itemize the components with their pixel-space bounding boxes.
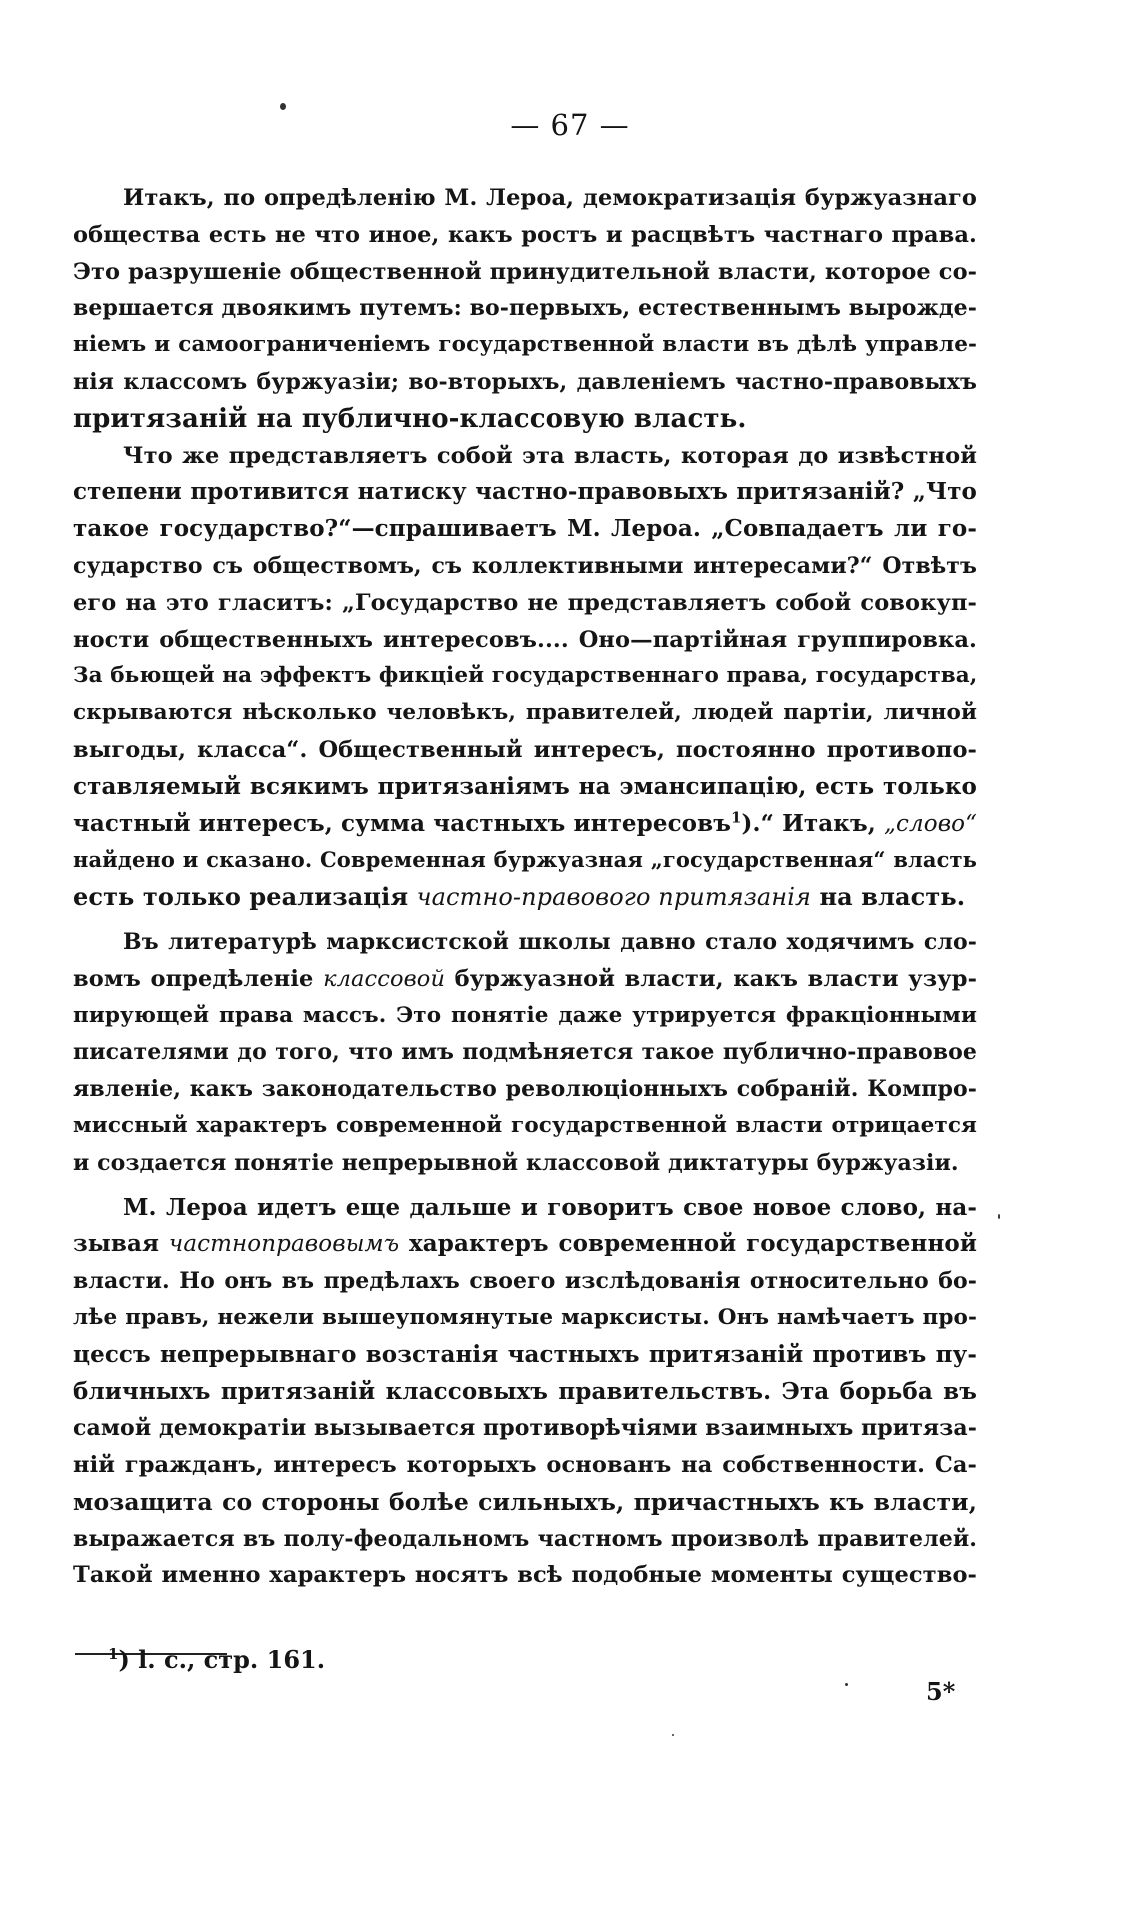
- text-line: ніемъ и самоограниченіемъ государственной власти въ дѣлѣ управле-: [73, 332, 977, 358]
- scan-speck: [998, 1214, 1000, 1219]
- paragraph-3: [73, 924, 977, 1182]
- text-line: притязаній на публично-классовую власть.: [73, 403, 747, 434]
- scan-speck: [672, 1734, 674, 1736]
- text-line: выражается въ полу-феодальномъ частномъ произволѣ правителей.: [73, 1525, 977, 1552]
- text-line: самой демократіи вызывается противорѣчіями взаимныхъ притяза-: [73, 1415, 978, 1442]
- paragraph-2: [73, 438, 977, 916]
- footnote: [108, 1640, 325, 1680]
- text-segment: характеръ современной государственной: [399, 1230, 978, 1258]
- text-line: найдено и сказано. Современная буржуазная „государственная“ власть: [73, 847, 977, 873]
- text-line: Въ литературѣ марксистской школы давно стало ходячимъ сло-: [123, 928, 977, 955]
- text-line: выгоды, класса“. Общественный интересъ, постоянно противопо-: [73, 736, 977, 763]
- page-number: — 67 —: [510, 108, 630, 142]
- text-line: ности общественныхъ интересовъ.... Оно—партійная группировка.: [73, 626, 977, 653]
- text-segment: ).“ Итакъ,: [741, 809, 884, 837]
- text-line: писателями до того, что имъ подмѣняется такое публично-правовое: [73, 1039, 977, 1066]
- text-line: такое государство?“—спрашиваетъ М. Лероа. „Совпадаетъ ли го-: [73, 515, 977, 543]
- text-line: степени противится натиску частно-правовыхъ притязаній? „Что: [73, 478, 977, 506]
- text-segment: вомъ опредѣленіе: [73, 965, 324, 992]
- signature-mark: 5*: [926, 1677, 956, 1706]
- text-segment: буржуазной власти, какъ власти узур-: [445, 965, 978, 992]
- text-line: пирующей права массъ. Это понятіе даже утрируется фракціонными: [73, 1002, 977, 1028]
- text-line: Такой именно характеръ носятъ всѣ подобные моменты существо-: [73, 1562, 977, 1589]
- text-line: и создается понятіе непрерывной классовой диктатуры буржуазіи.: [73, 1149, 959, 1176]
- text-line: лѣе правъ, нежели вышеупомянутые марксисты. Онъ намѣчаетъ про-: [73, 1304, 977, 1330]
- text-line: Итакъ, по опредѣленію М. Лероа, демократизація буржуазнаго: [123, 185, 977, 211]
- text-segment: зывая: [73, 1230, 169, 1258]
- italic-text: частно-правового притязанія: [416, 883, 811, 912]
- scan-speck: [280, 103, 286, 110]
- paragraph-4: [73, 1190, 977, 1595]
- paragraph-gap: [73, 916, 977, 924]
- text-line: [73, 806, 977, 843]
- text-line: цессъ непрерывнаго возстанія частныхъ притязаній противъ пу-: [73, 1340, 977, 1368]
- text-line: За бьющей на эффектъ фикціей государственнаго права, государства,: [73, 663, 978, 689]
- text-line: общества есть не что иное, какъ ростъ и расцвѣтъ частнаго права.: [73, 221, 977, 248]
- text-line: власти. Но онъ въ предѣлахъ своего изслѣдованія относительно бо-: [73, 1268, 977, 1295]
- text-line: вершается двоякимъ путемъ: во-первыхъ, естественнымъ вырожде-: [73, 295, 977, 322]
- italic-text: классовой: [323, 965, 446, 992]
- text-line: ставляемый всякимъ притязаніямъ на эмансипацію, есть только: [73, 772, 977, 800]
- footnote-reference: 1: [730, 807, 742, 826]
- text-line: скрываются нѣсколько человѣкъ, правителей, людей партіи, личной: [73, 700, 977, 726]
- paragraph-1: [73, 180, 977, 438]
- footnote-marker: 1: [108, 1645, 119, 1663]
- text-segment: есть только реализація: [73, 882, 417, 912]
- scan-speck: [845, 1683, 848, 1686]
- italic-text: „слово“: [884, 810, 977, 837]
- text-segment: на власть.: [811, 882, 966, 912]
- text-line: [73, 961, 977, 998]
- text-line: мозащита со стороны болѣе сильныхъ, причастныхъ къ власти,: [73, 1487, 977, 1516]
- text-line: М. Лероа идетъ еще дальше и говоритъ свое новое слово, на-: [123, 1193, 977, 1221]
- text-line: явленіе, какъ законодательство революціонныхъ собраній. Компро-: [73, 1076, 977, 1103]
- italic-text: частноправовымъ: [168, 1231, 400, 1258]
- text-line: его на это гласитъ: „Государство не представляетъ собой совокуп-: [73, 589, 977, 616]
- text-line: миссный характеръ современной государственной власти отрицается: [73, 1112, 977, 1138]
- text-line: ній гражданъ, интересъ которыхъ основанъ на собственности. Са-: [73, 1452, 977, 1479]
- text-line: Что же представляетъ собой эта власть, которая до извѣстной: [123, 442, 977, 469]
- body-text: [73, 180, 977, 1594]
- footnote-text: ) l. с., стр. 161.: [118, 1645, 326, 1674]
- text-line: бличныхъ притязаній классовыхъ правительствъ. Эта борьба въ: [73, 1377, 977, 1405]
- text-line: нія классомъ буржуазіи; во-вторыхъ, давленіемъ частно-правовыхъ: [73, 368, 977, 395]
- text-line: [73, 879, 977, 916]
- paragraph-gap: [73, 1182, 977, 1190]
- text-line: сударство съ обществомъ, съ коллективными интересами?“ Отвѣтъ: [73, 552, 977, 579]
- text-line: Это разрушеніе общественной принудительной власти, которое со-: [73, 258, 978, 285]
- text-line: [73, 1226, 977, 1263]
- text-segment: частный интересъ, сумма частныхъ интересовъ: [73, 809, 731, 837]
